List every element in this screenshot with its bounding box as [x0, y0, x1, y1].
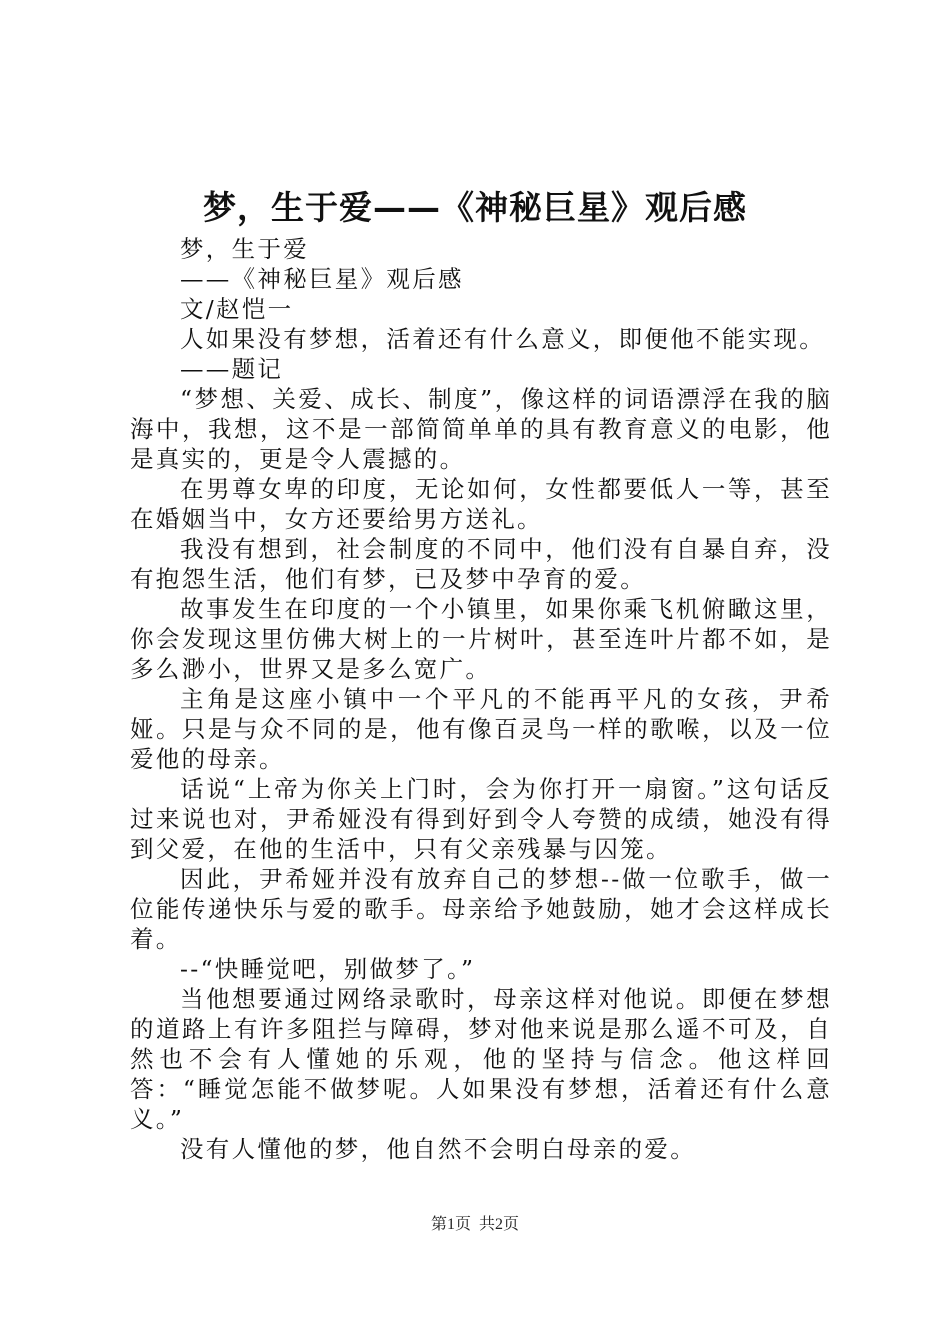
paragraph-subtitle-1: 梦，生于爱 [180, 235, 309, 263]
paragraph: 没有人懂他的梦，他自然不会明白母亲的爱。 [180, 1135, 696, 1163]
paragraph-epigraph-label: ——题记 [180, 355, 284, 383]
paragraph: 故事发生在印度的一个小镇里，如果你乘飞机俯瞰这里，你会发现这里仿佛大树上的一片树叶，甚至连叶片都不如，是多么渺小，世界又是多么宽广。 [130, 595, 832, 683]
paragraph: 我没有想到，社会制度的不同中，他们没有自暴自弃，没有抱怨生活，他们有梦，已及梦中孕育的爱。 [130, 535, 832, 593]
paragraph: 在男尊女卑的印度，无论如何，女性都要低人一等，甚至在婚姻当中，女方还要给男方送礼。 [130, 475, 832, 533]
paragraph: “梦想、关爱、成长、制度”，像这样的词语漂浮在我的脑海中，我想，这不是一部简简单单的具有教育意义的电影，他是真实的，更是令人震撼的。 [130, 385, 832, 473]
page-total: 共2页 [479, 1216, 520, 1233]
paragraph: 因此，尹希娅并没有放弃自己的梦想--做一位歌手，做一位能传递快乐与爱的歌手。母亲给予她鼓励，她才会这样成长着。 [130, 865, 832, 953]
paragraph-subtitle-2: ——《神秘巨星》观后感 [180, 265, 464, 293]
paragraph: 主角是这座小镇中一个平凡的不能再平凡的女孩，尹希娅。只是与众不同的是，他有像百灵鸟一样的歌喉，以及一位爱他的母亲。 [130, 685, 832, 773]
document-body [130, 234, 832, 1164]
paragraph: 话说“上帝为你关上门时，会为你打开一扇窗。”这句话反过来说也对，尹希娅没有得到好到令人夸赞的成绩，她没有得到父爱，在他的生活中，只有父亲残暴与囚笼。 [130, 775, 832, 863]
paragraph: --“快睡觉吧，别做梦了。” [180, 955, 476, 983]
paragraph-epigraph: 人如果没有梦想，活着还有什么意义，即便他不能实现。 [180, 325, 825, 353]
page-number: 第1页 [430, 1216, 471, 1233]
paragraph-author: 文/赵恺一 [180, 295, 294, 323]
document-title: 梦，生于爱——《神秘巨星》观后感 [203, 188, 747, 227]
page-footer [0, 1213, 950, 1237]
paragraph: 当他想要通过网络录歌时，母亲这样对他说。即便在梦想的道路上有许多阻拦与障碍，梦对他来说是那么遥不可及，自然也不会有人懂她的乐观，他的坚持与信念。他这样回答：“睡觉怎能不做梦呢。人如果没有梦想，活着还有什么意义。” [130, 985, 832, 1133]
